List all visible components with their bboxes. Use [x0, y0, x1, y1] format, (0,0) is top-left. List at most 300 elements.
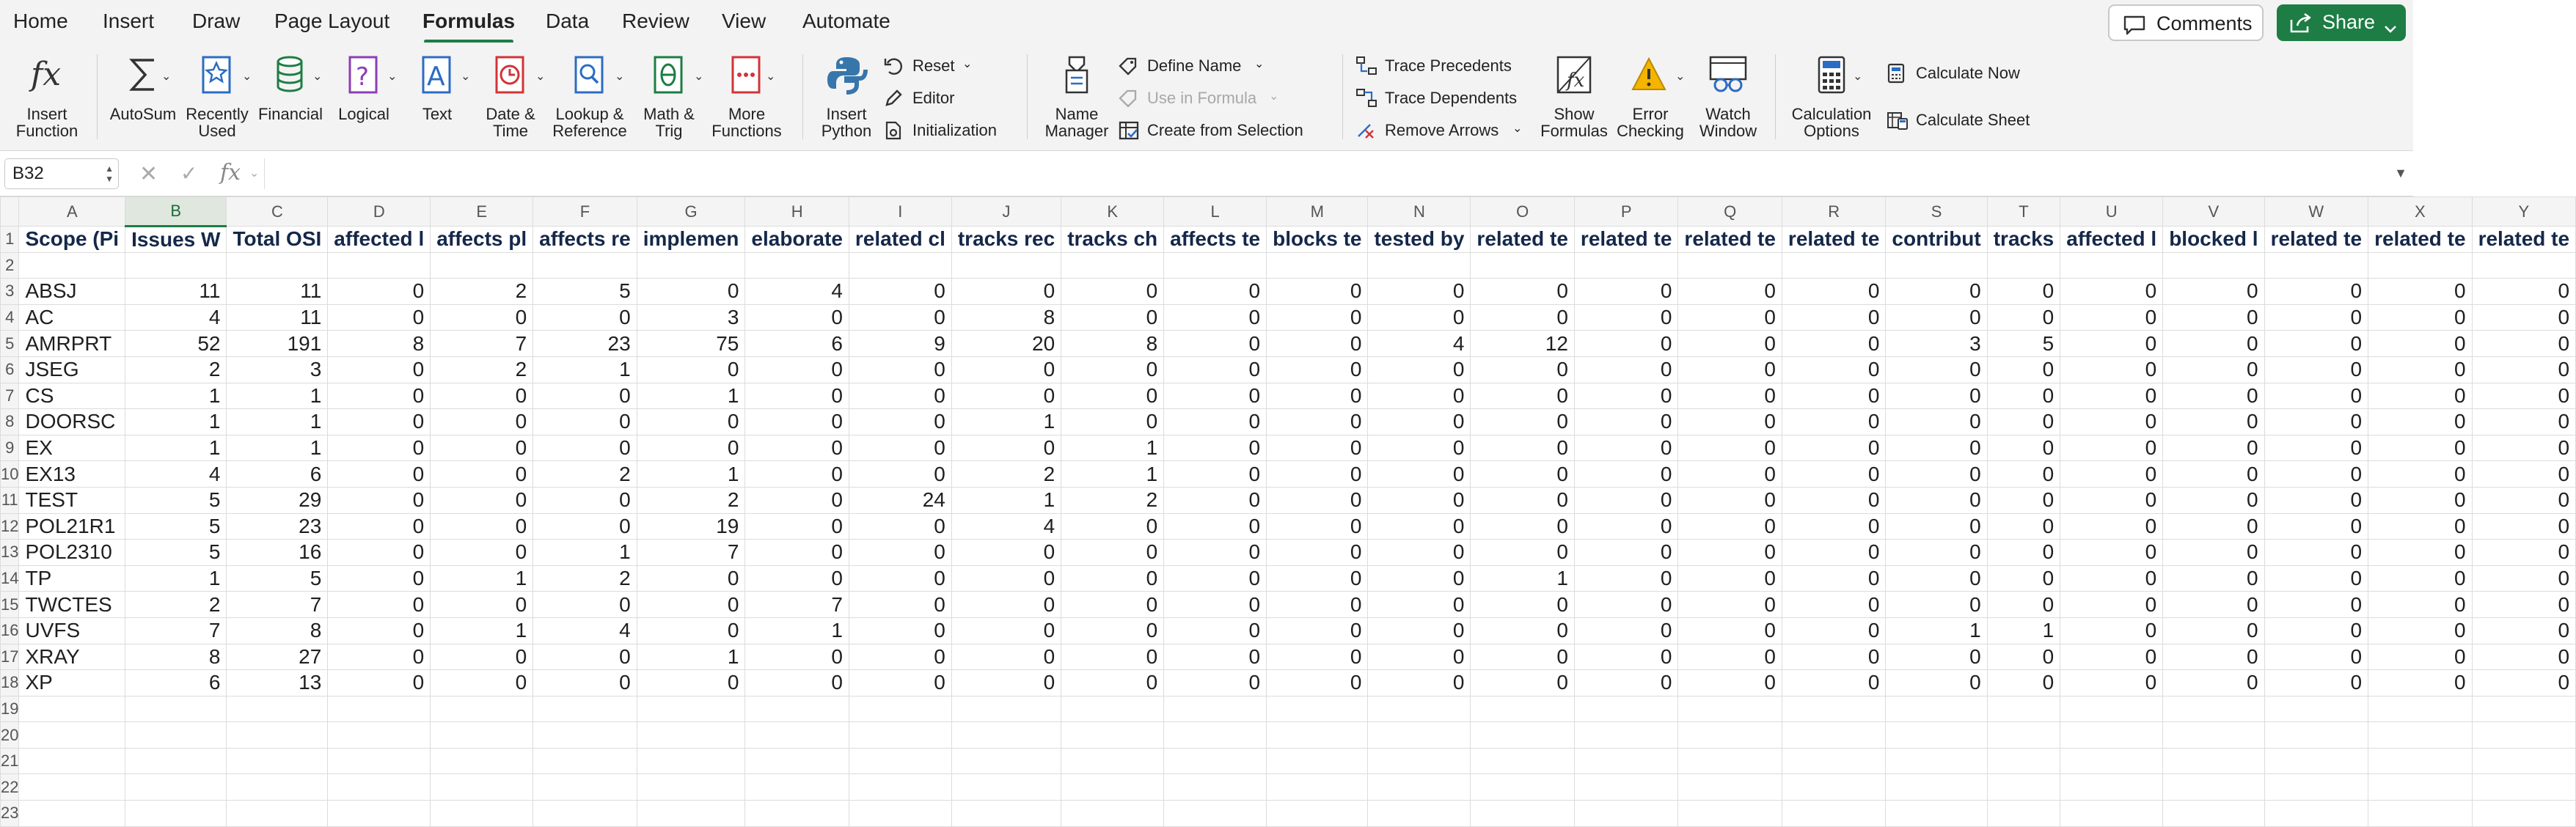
- cell[interactable]: [1267, 722, 1368, 749]
- cell[interactable]: related te: [1782, 227, 1886, 253]
- column-header-d[interactable]: D: [328, 197, 431, 227]
- cell[interactable]: [125, 774, 227, 801]
- tab-insert[interactable]: Insert: [103, 10, 155, 32]
- cell[interactable]: 0: [2060, 356, 2163, 383]
- cell[interactable]: 0: [2060, 592, 2163, 618]
- cell[interactable]: 0: [1886, 356, 1987, 383]
- cell[interactable]: [745, 801, 849, 827]
- cell[interactable]: [2472, 722, 2576, 749]
- cell[interactable]: 4: [745, 279, 849, 305]
- cell[interactable]: [1782, 748, 1886, 774]
- cell[interactable]: [1574, 801, 1678, 827]
- cell[interactable]: 0: [849, 540, 951, 566]
- cell[interactable]: 0: [1471, 356, 1575, 383]
- cell[interactable]: 0: [1061, 356, 1164, 383]
- cell[interactable]: 8: [125, 644, 227, 670]
- cell[interactable]: 0: [1678, 670, 1782, 696]
- cell[interactable]: 0: [2060, 331, 2163, 357]
- cell[interactable]: [1987, 748, 2060, 774]
- show-formulas-button[interactable]: [1536, 43, 1612, 151]
- cell[interactable]: 0: [2264, 383, 2368, 409]
- cell[interactable]: 0: [1368, 540, 1471, 566]
- cell[interactable]: 0: [2472, 356, 2576, 383]
- cell[interactable]: [1368, 696, 1471, 722]
- cell[interactable]: 0: [1267, 644, 1368, 670]
- cell[interactable]: Issues W: [125, 227, 227, 253]
- cell[interactable]: 0: [328, 487, 431, 513]
- cell[interactable]: 0: [2368, 304, 2473, 331]
- cell[interactable]: [2163, 696, 2264, 722]
- cell[interactable]: 0: [2264, 617, 2368, 644]
- cell[interactable]: 0: [1574, 409, 1678, 435]
- cell[interactable]: Total OSI: [227, 227, 328, 253]
- cell[interactable]: 0: [1267, 540, 1368, 566]
- cell[interactable]: 0: [1164, 487, 1267, 513]
- cell[interactable]: 0: [2368, 487, 2473, 513]
- cell[interactable]: [2060, 252, 2163, 279]
- cell[interactable]: 4: [533, 617, 637, 644]
- cell[interactable]: 4: [1368, 331, 1471, 357]
- cell[interactable]: Scope (Pi: [19, 227, 125, 253]
- cell[interactable]: blocks te: [1267, 227, 1368, 253]
- cell[interactable]: 0: [849, 435, 951, 461]
- cell[interactable]: [1678, 801, 1782, 827]
- row-header[interactable]: 9: [1, 435, 19, 461]
- cell[interactable]: 0: [2368, 592, 2473, 618]
- cell[interactable]: 0: [328, 279, 431, 305]
- cell[interactable]: [227, 252, 328, 279]
- cell[interactable]: [1164, 774, 1267, 801]
- cell[interactable]: [1267, 748, 1368, 774]
- cell[interactable]: [1886, 722, 1987, 749]
- cell[interactable]: [19, 696, 125, 722]
- cell[interactable]: 0: [1782, 540, 1886, 566]
- cell[interactable]: 4: [125, 461, 227, 488]
- cell[interactable]: 0: [2163, 409, 2264, 435]
- cell[interactable]: 0: [2368, 279, 2473, 305]
- cell[interactable]: [328, 801, 431, 827]
- cell[interactable]: [1678, 722, 1782, 749]
- cell[interactable]: 0: [2163, 540, 2264, 566]
- cell[interactable]: 0: [2264, 304, 2368, 331]
- cell[interactable]: 0: [1164, 461, 1267, 488]
- cell[interactable]: [2060, 801, 2163, 827]
- cell[interactable]: 0: [1061, 617, 1164, 644]
- cell[interactable]: 0: [1471, 670, 1575, 696]
- cell[interactable]: XP: [19, 670, 125, 696]
- cell[interactable]: 0: [1678, 461, 1782, 488]
- column-header-i[interactable]: I: [849, 197, 951, 227]
- cell[interactable]: 0: [637, 670, 745, 696]
- cell[interactable]: 0: [533, 487, 637, 513]
- cell[interactable]: 0: [2264, 435, 2368, 461]
- cell[interactable]: 8: [1061, 331, 1164, 357]
- cell[interactable]: 0: [1782, 435, 1886, 461]
- cell[interactable]: [637, 722, 745, 749]
- cell[interactable]: [2264, 696, 2368, 722]
- fx-icon[interactable]: fx: [220, 160, 241, 185]
- cell[interactable]: 1: [1886, 617, 1987, 644]
- cell[interactable]: [533, 722, 637, 749]
- enter-check-icon[interactable]: ✓: [180, 162, 198, 185]
- row-header[interactable]: 15: [1, 592, 19, 618]
- cell[interactable]: [1368, 774, 1471, 801]
- cell[interactable]: 8: [328, 331, 431, 357]
- cell[interactable]: 0: [1987, 670, 2060, 696]
- cell[interactable]: 1: [1061, 435, 1164, 461]
- cell[interactable]: [1987, 801, 2060, 827]
- cell[interactable]: implemen: [637, 227, 745, 253]
- cell[interactable]: POL2310: [19, 540, 125, 566]
- cell[interactable]: 0: [1886, 487, 1987, 513]
- cell[interactable]: 0: [1886, 279, 1987, 305]
- cell[interactable]: 0: [849, 670, 951, 696]
- cell[interactable]: 0: [2163, 331, 2264, 357]
- cell[interactable]: 0: [2472, 513, 2576, 540]
- cell[interactable]: 0: [745, 435, 849, 461]
- cell[interactable]: 0: [1782, 304, 1886, 331]
- cell[interactable]: 0: [2368, 383, 2473, 409]
- cell[interactable]: 0: [328, 435, 431, 461]
- cell[interactable]: 0: [1678, 331, 1782, 357]
- cell[interactable]: 0: [1886, 304, 1987, 331]
- cell[interactable]: [1267, 252, 1368, 279]
- cell[interactable]: [125, 696, 227, 722]
- watch-window-button[interactable]: [1690, 43, 1766, 151]
- cell[interactable]: 0: [637, 592, 745, 618]
- row-header[interactable]: 6: [1, 356, 19, 383]
- cell[interactable]: [2368, 696, 2473, 722]
- cell[interactable]: [2060, 748, 2163, 774]
- cell[interactable]: 0: [951, 565, 1061, 592]
- cell[interactable]: 0: [1267, 409, 1368, 435]
- cell[interactable]: [1574, 252, 1678, 279]
- cell[interactable]: 0: [1678, 356, 1782, 383]
- cell[interactable]: 0: [849, 513, 951, 540]
- tab-page-layout[interactable]: Page Layout: [274, 10, 390, 32]
- row-header[interactable]: 19: [1, 696, 19, 722]
- cell[interactable]: [1164, 696, 1267, 722]
- cell[interactable]: 0: [1574, 356, 1678, 383]
- column-header-y[interactable]: Y: [2472, 197, 2576, 227]
- cell[interactable]: [1987, 252, 2060, 279]
- cell[interactable]: tracks rec: [951, 227, 1061, 253]
- column-header-h[interactable]: H: [745, 197, 849, 227]
- cell[interactable]: [849, 801, 951, 827]
- chevron-down-icon[interactable]: ⌄: [161, 70, 172, 83]
- row-header[interactable]: 12: [1, 513, 19, 540]
- cell[interactable]: 0: [1782, 461, 1886, 488]
- cell[interactable]: 23: [533, 331, 637, 357]
- tab-home[interactable]: Home: [13, 10, 68, 32]
- cell[interactable]: 0: [2264, 461, 2368, 488]
- cell[interactable]: 20: [951, 331, 1061, 357]
- tab-automate[interactable]: Automate: [802, 10, 890, 32]
- cell[interactable]: 0: [1782, 487, 1886, 513]
- cell[interactable]: [1886, 774, 1987, 801]
- cell[interactable]: [1574, 748, 1678, 774]
- cell[interactable]: 0: [2163, 487, 2264, 513]
- cell[interactable]: 0: [1368, 592, 1471, 618]
- column-header-q[interactable]: Q: [1678, 197, 1782, 227]
- cell[interactable]: 0: [637, 356, 745, 383]
- column-header-u[interactable]: U: [2060, 197, 2163, 227]
- cell[interactable]: 0: [951, 279, 1061, 305]
- cell[interactable]: affects re: [533, 227, 637, 253]
- cell[interactable]: [637, 748, 745, 774]
- cell[interactable]: 0: [849, 383, 951, 409]
- cell[interactable]: 0: [1267, 617, 1368, 644]
- cell[interactable]: 0: [533, 304, 637, 331]
- cell[interactable]: 1: [951, 487, 1061, 513]
- cell[interactable]: 0: [2060, 644, 2163, 670]
- formula-input[interactable]: [264, 158, 2391, 189]
- cell[interactable]: 0: [1267, 435, 1368, 461]
- cell[interactable]: 0: [1267, 383, 1368, 409]
- cell[interactable]: [2264, 801, 2368, 827]
- cell[interactable]: 0: [951, 592, 1061, 618]
- cell[interactable]: 0: [2368, 617, 2473, 644]
- cell[interactable]: 13: [227, 670, 328, 696]
- cell[interactable]: [431, 801, 533, 827]
- cell[interactable]: 7: [637, 540, 745, 566]
- cell[interactable]: related cl: [849, 227, 951, 253]
- cell[interactable]: 0: [1574, 383, 1678, 409]
- cell[interactable]: 3: [1886, 331, 1987, 357]
- cell[interactable]: [2060, 722, 2163, 749]
- cell[interactable]: 0: [2264, 356, 2368, 383]
- cell[interactable]: 0: [1574, 513, 1678, 540]
- column-header-w[interactable]: W: [2264, 197, 2368, 227]
- cell[interactable]: 2: [533, 565, 637, 592]
- cell[interactable]: 0: [745, 409, 849, 435]
- cell[interactable]: TEST: [19, 487, 125, 513]
- cell[interactable]: 19: [637, 513, 745, 540]
- cell[interactable]: 0: [1987, 279, 2060, 305]
- cell[interactable]: AMRPRT: [19, 331, 125, 357]
- cell[interactable]: 0: [2163, 592, 2264, 618]
- cell[interactable]: 0: [1164, 540, 1267, 566]
- cell[interactable]: 1: [431, 565, 533, 592]
- cell[interactable]: 0: [1368, 383, 1471, 409]
- cell[interactable]: DOORSC: [19, 409, 125, 435]
- cell[interactable]: [1574, 722, 1678, 749]
- column-header-s[interactable]: S: [1886, 197, 1987, 227]
- cell[interactable]: 0: [1061, 592, 1164, 618]
- cell[interactable]: 0: [1267, 279, 1368, 305]
- cell[interactable]: [1987, 696, 2060, 722]
- cell[interactable]: XRAY: [19, 644, 125, 670]
- cell[interactable]: 0: [1886, 670, 1987, 696]
- cell[interactable]: [19, 252, 125, 279]
- cell[interactable]: [1267, 774, 1368, 801]
- financial-button[interactable]: [254, 43, 327, 151]
- cell[interactable]: EX13: [19, 461, 125, 488]
- cell[interactable]: 7: [745, 592, 849, 618]
- cell[interactable]: 0: [2368, 331, 2473, 357]
- cell[interactable]: 0: [951, 540, 1061, 566]
- cell[interactable]: 0: [1574, 435, 1678, 461]
- cell[interactable]: 0: [1886, 540, 1987, 566]
- cell[interactable]: [951, 801, 1061, 827]
- cell[interactable]: [125, 252, 227, 279]
- column-header-r[interactable]: R: [1782, 197, 1886, 227]
- cell[interactable]: 0: [1987, 540, 2060, 566]
- select-all-corner[interactable]: [1, 197, 19, 227]
- cell[interactable]: 0: [533, 435, 637, 461]
- cell[interactable]: 0: [1061, 409, 1164, 435]
- lookup-reference-button[interactable]: [549, 43, 631, 151]
- cell[interactable]: 0: [2472, 565, 2576, 592]
- share-button[interactable]: [2277, 4, 2406, 41]
- cell[interactable]: affected l: [2060, 227, 2163, 253]
- cell[interactable]: 0: [1678, 565, 1782, 592]
- cell[interactable]: [637, 774, 745, 801]
- cell[interactable]: 0: [1886, 592, 1987, 618]
- cell[interactable]: [1368, 801, 1471, 827]
- cell[interactable]: [745, 722, 849, 749]
- cell[interactable]: 1: [227, 383, 328, 409]
- comments-button[interactable]: [2108, 4, 2264, 41]
- cell[interactable]: 0: [431, 540, 533, 566]
- cell[interactable]: 0: [2163, 279, 2264, 305]
- cell[interactable]: [1471, 252, 1575, 279]
- cell[interactable]: 0: [328, 670, 431, 696]
- cell[interactable]: [1886, 748, 1987, 774]
- cell[interactable]: 0: [745, 513, 849, 540]
- cell[interactable]: 0: [1471, 644, 1575, 670]
- chevron-down-icon[interactable]: ⌄: [1853, 70, 1863, 83]
- cell[interactable]: [2472, 696, 2576, 722]
- cell[interactable]: 0: [849, 461, 951, 488]
- cell[interactable]: [19, 722, 125, 749]
- cell[interactable]: [1886, 696, 1987, 722]
- cell[interactable]: 0: [1678, 617, 1782, 644]
- cell[interactable]: 0: [1471, 487, 1575, 513]
- cell[interactable]: 0: [951, 670, 1061, 696]
- chevron-down-icon[interactable]: ⌄: [694, 70, 704, 83]
- cell[interactable]: 0: [1368, 565, 1471, 592]
- cell[interactable]: [1471, 696, 1575, 722]
- tab-draw[interactable]: Draw: [192, 10, 241, 32]
- cell[interactable]: 0: [1267, 487, 1368, 513]
- tab-data[interactable]: Data: [546, 10, 590, 32]
- cell[interactable]: 0: [1987, 409, 2060, 435]
- cell[interactable]: 0: [951, 356, 1061, 383]
- cell[interactable]: [328, 696, 431, 722]
- cell[interactable]: 0: [2060, 513, 2163, 540]
- expand-formula-icon[interactable]: ▼: [2394, 166, 2407, 180]
- cell[interactable]: 0: [849, 565, 951, 592]
- cell[interactable]: 5: [533, 279, 637, 305]
- cell[interactable]: 0: [1368, 435, 1471, 461]
- cell[interactable]: 0: [1061, 540, 1164, 566]
- cell[interactable]: 2: [951, 461, 1061, 488]
- cell[interactable]: 0: [745, 461, 849, 488]
- cell[interactable]: 0: [1987, 644, 2060, 670]
- cell[interactable]: POL21R1: [19, 513, 125, 540]
- cell[interactable]: 0: [2163, 617, 2264, 644]
- cell[interactable]: 0: [1061, 513, 1164, 540]
- cell[interactable]: [1782, 722, 1886, 749]
- cell[interactable]: 0: [1267, 356, 1368, 383]
- cell[interactable]: 16: [227, 540, 328, 566]
- cell[interactable]: 0: [849, 617, 951, 644]
- cell[interactable]: 0: [2163, 565, 2264, 592]
- cell[interactable]: 0: [1886, 409, 1987, 435]
- cell[interactable]: [328, 774, 431, 801]
- cell[interactable]: 1: [125, 409, 227, 435]
- cell[interactable]: 2: [431, 356, 533, 383]
- cell[interactable]: 0: [1267, 513, 1368, 540]
- cell[interactable]: [951, 722, 1061, 749]
- cell[interactable]: 0: [1987, 356, 2060, 383]
- cell[interactable]: [2264, 252, 2368, 279]
- cell[interactable]: 0: [745, 304, 849, 331]
- row-header[interactable]: 4: [1, 304, 19, 331]
- cell[interactable]: [533, 252, 637, 279]
- row-header[interactable]: 2: [1, 252, 19, 279]
- cell[interactable]: [2163, 774, 2264, 801]
- cell[interactable]: 0: [2060, 409, 2163, 435]
- cell[interactable]: 0: [1678, 540, 1782, 566]
- cell[interactable]: [1886, 801, 1987, 827]
- error-checking-button[interactable]: [1612, 43, 1688, 151]
- cell[interactable]: related te: [2264, 227, 2368, 253]
- cell[interactable]: 0: [1267, 304, 1368, 331]
- cell[interactable]: 0: [2060, 279, 2163, 305]
- cell[interactable]: 0: [745, 670, 849, 696]
- cell[interactable]: 0: [1471, 540, 1575, 566]
- cell[interactable]: EX: [19, 435, 125, 461]
- cell[interactable]: 0: [2368, 461, 2473, 488]
- cell[interactable]: 0: [2472, 383, 2576, 409]
- cell[interactable]: 0: [1782, 356, 1886, 383]
- cell[interactable]: [1678, 748, 1782, 774]
- cell[interactable]: related te: [2472, 227, 2576, 253]
- cell[interactable]: 1: [745, 617, 849, 644]
- cell[interactable]: 0: [2368, 356, 2473, 383]
- cell[interactable]: [1164, 252, 1267, 279]
- cell[interactable]: 0: [1987, 435, 2060, 461]
- cell[interactable]: 3: [637, 304, 745, 331]
- more-functions-button[interactable]: [706, 43, 788, 151]
- cell[interactable]: 0: [533, 644, 637, 670]
- chevron-down-icon[interactable]: ⌄: [461, 70, 471, 83]
- cell[interactable]: [637, 801, 745, 827]
- cell[interactable]: [1678, 774, 1782, 801]
- cell[interactable]: [125, 801, 227, 827]
- cell[interactable]: 0: [2264, 409, 2368, 435]
- cell[interactable]: tested by: [1368, 227, 1471, 253]
- cell[interactable]: 0: [2060, 304, 2163, 331]
- cell[interactable]: [1164, 748, 1267, 774]
- column-header-g[interactable]: G: [637, 197, 745, 227]
- cell[interactable]: 0: [849, 356, 951, 383]
- cell[interactable]: 0: [2163, 644, 2264, 670]
- cell[interactable]: [1061, 801, 1164, 827]
- chevron-down-icon[interactable]: ⌄: [766, 70, 776, 83]
- cell[interactable]: [1164, 722, 1267, 749]
- cell[interactable]: 0: [1368, 461, 1471, 488]
- cell[interactable]: 0: [1368, 670, 1471, 696]
- cell[interactable]: 0: [1782, 279, 1886, 305]
- cell[interactable]: 1: [637, 644, 745, 670]
- tab-formulas[interactable]: Formulas: [422, 10, 516, 32]
- cell[interactable]: 0: [2060, 383, 2163, 409]
- cell[interactable]: 0: [431, 670, 533, 696]
- cell[interactable]: 2: [125, 592, 227, 618]
